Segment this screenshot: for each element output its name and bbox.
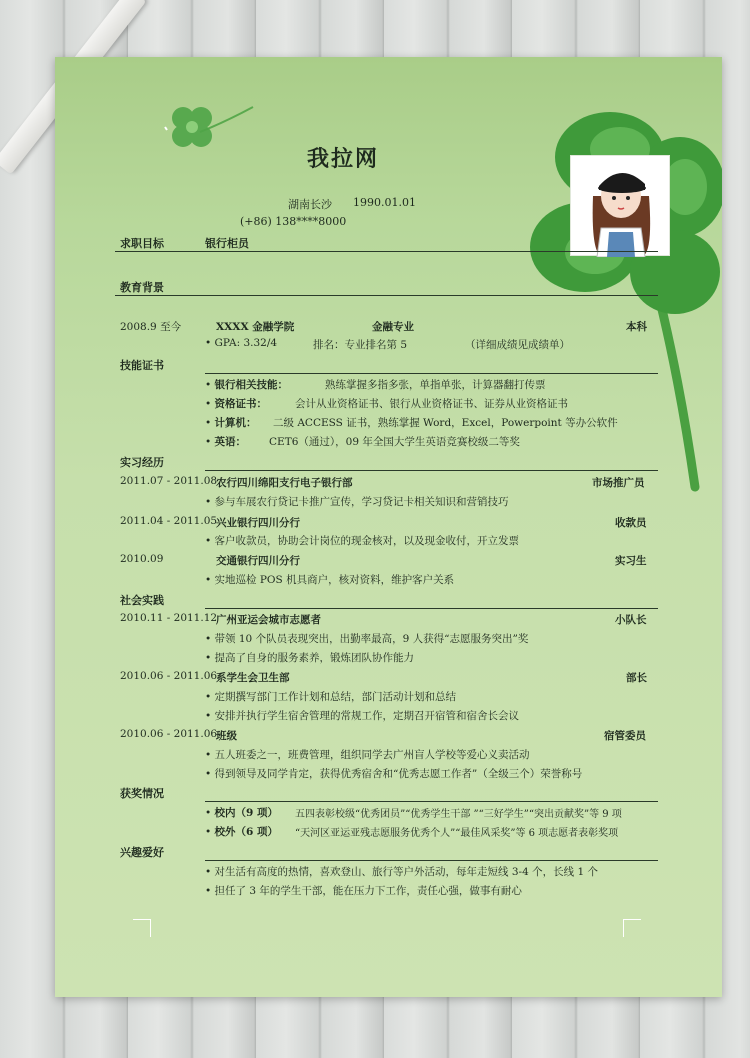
avatar-icon — [571, 156, 671, 257]
list-item-text: “天河区亚运亚残志愿服务优秀个人”“最佳风采奖”等 6 项志愿者表彰奖项 — [295, 828, 619, 839]
list-item: • 计算机： — [205, 417, 257, 429]
divider — [205, 801, 658, 802]
social-title: 社会实践 — [120, 594, 164, 607]
list-item-text: 会计从业资格证书、银行从业资格证书、证券从业资格证书 — [295, 398, 568, 410]
entry-role: 实习生 — [615, 555, 647, 567]
list-item: • 客户收款员，协助会计岗位的现金核对，以及现金收付，开立发票 — [205, 535, 520, 547]
education-title: 教育背景 — [120, 281, 164, 294]
list-item: • 资格证书： — [205, 398, 268, 410]
hobbies-title: 兴趣爱好 — [120, 846, 164, 859]
entry-date: 2011.04 - 2011.05 — [120, 515, 218, 527]
list-item-text: CET6（通过），09 年全国大学生英语竞赛校级二等奖 — [269, 436, 520, 448]
list-item: • 校内（9 项） — [205, 807, 278, 819]
list-item: • 参与车展农行贷记卡推广宣传，学习贷记卡相关知识和营销技巧 — [205, 496, 509, 508]
list-item: • 银行相关技能： — [205, 379, 289, 391]
list-item-text: 熟练掌握多指多张，单指单张，计算器翻打传票 — [325, 379, 546, 391]
entry-org: 广州亚运会城市志愿者 — [216, 614, 321, 626]
divider — [115, 295, 658, 296]
education-school: XXXX 金融学院 — [216, 321, 295, 333]
entry-date: 2010.06 - 2011.06 — [120, 670, 218, 682]
phone-text: (+86) 138****8000 — [240, 215, 347, 228]
rank-text: 排名：专业排名第 5 — [313, 339, 408, 351]
education-major: 金融专业 — [372, 321, 414, 333]
list-item: • 带领 10 个队员表现突出，出勤率最高，9 人获得“志愿服务突出”奖 — [205, 633, 529, 645]
entry-date: 2011.07 - 2011.08 — [120, 475, 218, 487]
small-clover-icon — [145, 92, 255, 172]
corner-mark — [623, 919, 641, 937]
entry-role: 收款员 — [615, 517, 647, 529]
entry-date: 2010.11 - 2011.12 — [120, 612, 218, 624]
entry-role: 小队长 — [615, 614, 647, 626]
list-item: • 提高了自身的服务素养，锻炼团队协作能力 — [205, 652, 415, 664]
resume-sheet — [55, 57, 722, 997]
list-item-text: 五四表彰校级“优秀团员”“优秀学生干部 ”“三好学生”“突出贡献奖”等 9 项 — [295, 809, 622, 820]
list-item: • 实地巡检 POS 机具商户，核对资料，维护客户关系 — [205, 574, 455, 586]
list-item: • 英语： — [205, 436, 247, 448]
awards-title: 获奖情况 — [120, 787, 164, 800]
divider — [205, 470, 658, 471]
location-text: 湖南长沙 — [288, 198, 332, 211]
entry-role: 市场推广员 — [592, 477, 645, 489]
entry-org: 兴业银行四川分行 — [216, 517, 300, 529]
list-item: • 安排并执行学生宿舍管理的常规工作，定期召开宿管和宿舍长会议 — [205, 710, 520, 722]
profile-photo — [570, 155, 670, 256]
entry-org: 农行四川绵阳支行电子银行部 — [216, 477, 353, 489]
list-item: • 对生活有高度的热情，喜欢登山、旅行等户外活动，每年走短线 3-4 个，长线 1 个 — [205, 866, 598, 878]
entry-org: 班级 — [216, 730, 237, 742]
education-degree: 本科 — [626, 321, 647, 333]
entry-role: 部长 — [626, 672, 647, 684]
entry-org: 系学生会卫生部 — [216, 672, 290, 684]
transcript-note: （详细成绩见成绩单） — [465, 339, 570, 351]
objective-label: 求职目标 — [120, 237, 164, 250]
list-item: • 担任了 3 年的学生干部，能在压力下工作，责任心强，做事有耐心 — [205, 885, 522, 897]
objective-value: 银行柜员 — [205, 237, 249, 250]
divider — [205, 860, 658, 861]
list-item: • 定期撰写部门工作计划和总结，部门活动计划和总结 — [205, 691, 457, 703]
divider — [205, 608, 658, 609]
entry-date: 2010.06 - 2011.06 — [120, 728, 218, 740]
divider — [115, 251, 658, 252]
applicant-name: 我拉网 — [307, 147, 380, 172]
corner-mark — [133, 919, 151, 937]
list-item: • 得到领导及同学肯定，获得优秀宿舍和“优秀志愿工作者”（全级三个）荣誉称号 — [205, 768, 583, 780]
internship-title: 实习经历 — [120, 456, 164, 469]
list-item: • 校外（6 项） — [205, 826, 278, 838]
entry-org: 交通银行四川分行 — [216, 555, 300, 567]
list-item-text: 二级 ACCESS 证书，熟练掌握 Word，Excel，Powerpoint 等办公软件 — [273, 417, 618, 429]
education-date: 2008.9 至今 — [120, 321, 182, 333]
birth-date-text: 1990.01.01 — [353, 196, 416, 209]
gpa-text: • GPA: 3.32/4 — [205, 337, 278, 349]
entry-role: 宿管委员 — [604, 730, 646, 742]
entry-date: 2010.09 — [120, 553, 164, 565]
list-item: • 五人班委之一，班费管理，组织同学去广州盲人学校等爱心义卖活动 — [205, 749, 530, 761]
divider — [205, 373, 658, 374]
large-clover-icon — [525, 87, 722, 507]
skills-title: 技能证书 — [120, 359, 164, 372]
